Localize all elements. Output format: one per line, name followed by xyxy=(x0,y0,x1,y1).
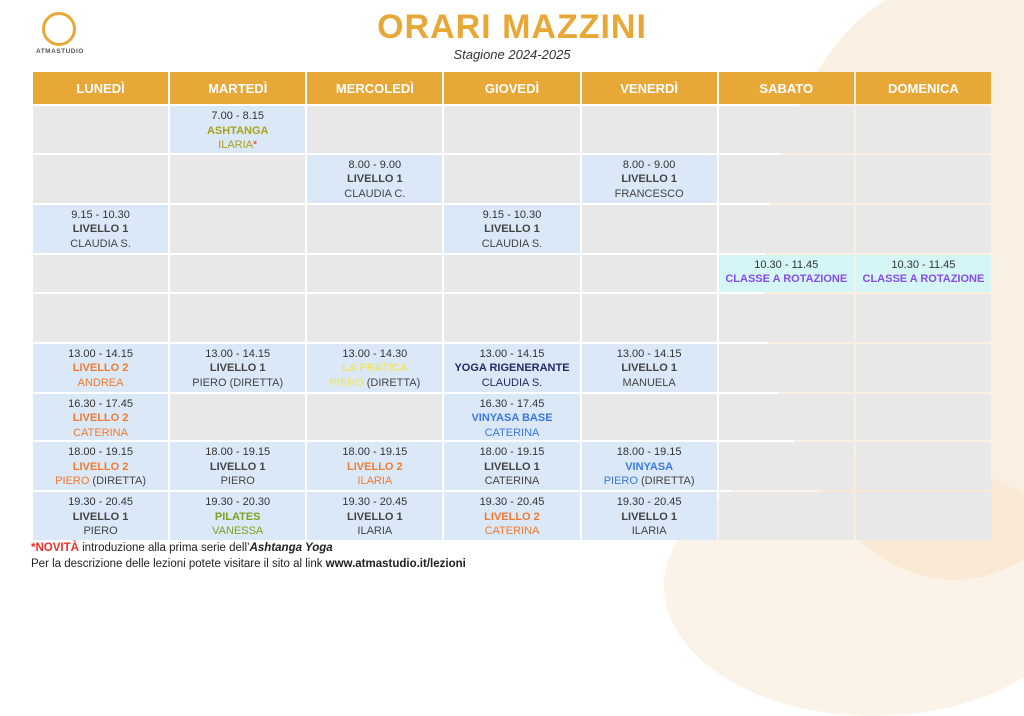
class-time: 19.30 - 20.45 xyxy=(479,496,545,508)
day-header: SABATO xyxy=(719,72,854,104)
day-header: MERCOLEDÌ xyxy=(307,72,442,104)
class-teacher: FRANCESCO xyxy=(614,187,684,200)
class-time: 19.30 - 20.45 xyxy=(616,496,682,508)
class-name: LIVELLO 1 xyxy=(209,460,266,473)
class-slot xyxy=(170,344,305,392)
class-slot xyxy=(444,492,579,540)
class-slot xyxy=(444,394,579,441)
empty-slot xyxy=(856,344,991,392)
empty-slot xyxy=(856,492,991,540)
empty-slot xyxy=(856,394,991,441)
class-slot xyxy=(582,344,717,392)
empty-slot xyxy=(170,155,305,203)
class-teacher-line xyxy=(309,376,440,391)
schedule-row xyxy=(33,155,991,203)
empty-slot xyxy=(170,294,305,342)
class-teacher-line xyxy=(35,376,166,391)
class-time: 19.30 - 20.30 xyxy=(205,496,271,508)
class-name: LIVELLO 1 xyxy=(72,223,129,235)
class-teacher: PIERO (DIRETTA) xyxy=(192,376,284,389)
empty-slot xyxy=(719,155,854,203)
schedule-body xyxy=(33,106,991,540)
class-slot xyxy=(719,255,854,292)
class-time: 8.00 - 9.00 xyxy=(622,158,676,171)
class-teacher: PIERO xyxy=(220,475,255,487)
class-slot xyxy=(170,442,305,490)
class-teacher-suffix: (DIRETTA) xyxy=(637,475,695,487)
novita-text: introduzione alla prima serie dell’ xyxy=(78,542,250,554)
class-time: 13.00 - 14.15 xyxy=(616,347,682,360)
empty-slot xyxy=(856,155,991,203)
class-name: LIVELLO 2 xyxy=(347,460,403,473)
class-slot xyxy=(33,344,168,392)
class-teacher-line xyxy=(172,474,303,489)
empty-slot xyxy=(444,255,579,292)
empty-slot xyxy=(582,255,717,292)
novita-mark: * xyxy=(253,139,258,151)
empty-slot xyxy=(33,106,168,153)
empty-slot xyxy=(719,205,854,253)
class-slot xyxy=(33,442,168,490)
class-name: LIVELLO 1 xyxy=(209,362,266,374)
class-teacher-line xyxy=(584,474,715,489)
day-header: GIOVEDÌ xyxy=(444,72,579,104)
empty-slot xyxy=(33,155,168,203)
empty-slot xyxy=(582,294,717,342)
empty-slot xyxy=(719,442,854,490)
day-header: MARTEDÌ xyxy=(170,72,305,104)
class-name: YOGA RIGENERANTE xyxy=(454,362,570,374)
empty-slot xyxy=(856,294,991,342)
class-teacher-line xyxy=(35,524,166,539)
empty-slot xyxy=(582,205,717,253)
logo-text: ATMASTUDIO xyxy=(36,48,84,55)
empty-slot xyxy=(307,205,442,253)
day-header: DOMENICA xyxy=(856,72,991,104)
schedule-row xyxy=(33,294,991,342)
class-name: CLASSE A ROTAZIONE xyxy=(862,273,985,285)
class-time: 16.30 - 17.45 xyxy=(68,397,133,410)
class-slot xyxy=(307,344,442,392)
class-time: 10.30 - 11.45 xyxy=(891,258,956,271)
class-slot xyxy=(444,344,579,392)
class-name: LIVELLO 1 xyxy=(347,510,403,523)
class-time: 9.15 - 10.30 xyxy=(71,208,130,221)
class-teacher: ILARIA xyxy=(357,525,393,537)
class-name: LIVELLO 1 xyxy=(621,362,677,374)
empty-slot xyxy=(856,106,991,153)
class-slot xyxy=(582,492,717,540)
class-slot xyxy=(33,205,168,253)
class-slot xyxy=(444,442,579,490)
class-name: VINYASA xyxy=(625,460,674,473)
empty-slot xyxy=(719,344,854,392)
class-name: LIVELLO 2 xyxy=(72,362,129,374)
class-time: 7.00 - 8.15 xyxy=(211,110,264,122)
class-teacher: ANDREA xyxy=(77,376,124,389)
class-teacher-suffix: (DIRETTA) xyxy=(89,475,146,487)
empty-slot xyxy=(444,106,579,153)
day-header: VENERDÌ xyxy=(582,72,717,104)
schedule-row xyxy=(33,344,991,392)
class-name: LA PRATICA xyxy=(342,362,408,374)
novita-label: *NOVITÀ xyxy=(31,542,79,554)
empty-slot xyxy=(170,255,305,292)
class-time: 18.00 - 19.15 xyxy=(68,446,133,458)
class-teacher: CATERINA xyxy=(73,426,128,439)
schedule-row xyxy=(33,255,991,292)
class-teacher: CLAUDIA C. xyxy=(344,187,406,200)
class-teacher: ILARIA xyxy=(631,525,667,537)
website-link[interactable]: www.atmastudio.it/lezioni xyxy=(325,558,466,570)
class-teacher-line xyxy=(584,524,715,539)
class-time: 16.30 - 17.45 xyxy=(479,397,545,410)
class-slot xyxy=(444,205,579,253)
empty-slot xyxy=(307,255,442,292)
class-teacher: ILARIA xyxy=(357,475,393,487)
class-teacher: CLAUDIA S. xyxy=(70,237,131,250)
class-name: LIVELLO 2 xyxy=(72,412,129,424)
schedule-row xyxy=(33,442,991,490)
ashtanga-label: Ashtanga Yoga xyxy=(249,542,333,554)
class-name: LIVELLO 1 xyxy=(484,223,540,235)
empty-slot xyxy=(582,394,717,441)
page-title: ORARI MAZZINI xyxy=(377,8,647,46)
class-time: 10.30 - 11.45 xyxy=(754,258,819,271)
class-name: LIVELLO 1 xyxy=(72,510,129,523)
empty-slot xyxy=(170,205,305,253)
class-teacher: CATERINA xyxy=(484,475,540,487)
class-slot xyxy=(307,442,442,490)
empty-slot xyxy=(719,106,854,153)
empty-slot xyxy=(307,106,442,153)
class-teacher-suffix: (DIRETTA) xyxy=(363,376,421,389)
class-slot xyxy=(307,155,442,203)
class-name: VINYASA BASE xyxy=(471,412,553,424)
footer xyxy=(31,540,466,572)
class-name: LIVELLO 2 xyxy=(72,460,129,473)
class-teacher: CATERINA xyxy=(484,426,540,439)
class-slot xyxy=(33,394,168,441)
class-teacher-line xyxy=(309,474,440,489)
class-teacher-line xyxy=(309,187,440,202)
class-time: 13.00 - 14.30 xyxy=(342,347,408,360)
class-name: LIVELLO 2 xyxy=(484,510,540,523)
class-teacher: MANUELA xyxy=(622,376,676,389)
schedule-row xyxy=(33,205,991,253)
empty-slot xyxy=(307,394,442,441)
class-time: 18.00 - 19.15 xyxy=(616,446,682,458)
class-time: 9.15 - 10.30 xyxy=(482,208,542,221)
schedule-table xyxy=(31,70,993,542)
class-teacher-line xyxy=(446,474,577,489)
class-teacher: CLAUDIA S. xyxy=(481,376,543,389)
empty-slot xyxy=(719,394,854,441)
class-teacher-line xyxy=(35,426,166,441)
class-teacher-line xyxy=(35,237,166,252)
empty-slot xyxy=(307,294,442,342)
class-teacher: PIERO xyxy=(603,475,638,487)
empty-slot xyxy=(856,442,991,490)
schedule-row xyxy=(33,394,991,441)
class-name: LIVELLO 1 xyxy=(621,173,677,185)
class-name: CLASSE A ROTAZIONE xyxy=(725,273,848,285)
empty-slot xyxy=(856,205,991,253)
class-name: ASHTANGA xyxy=(206,124,269,137)
empty-slot xyxy=(170,394,305,441)
class-teacher: CLAUDIA S. xyxy=(481,237,543,250)
class-teacher: PIERO xyxy=(329,376,364,389)
class-teacher: VANESSA xyxy=(212,525,264,537)
class-slot xyxy=(170,106,305,153)
class-teacher: PIERO xyxy=(55,475,90,487)
class-teacher-line xyxy=(172,376,303,391)
class-slot xyxy=(582,155,717,203)
class-time: 18.00 - 19.15 xyxy=(342,446,408,458)
class-time: 18.00 - 19.15 xyxy=(205,446,271,458)
class-teacher-line xyxy=(309,524,440,539)
schedule-row xyxy=(33,492,991,540)
class-slot xyxy=(33,492,168,540)
class-teacher-line xyxy=(172,524,303,539)
class-time: 13.00 - 14.15 xyxy=(205,347,271,360)
class-time: 19.30 - 20.45 xyxy=(342,496,408,508)
class-name: LIVELLO 1 xyxy=(621,510,677,523)
class-teacher-line xyxy=(446,237,577,252)
class-teacher: ILARIA xyxy=(218,139,253,151)
empty-slot xyxy=(444,294,579,342)
class-name: PILATES xyxy=(214,510,261,523)
class-time: 8.00 - 9.00 xyxy=(348,158,402,171)
class-name: LIVELLO 1 xyxy=(347,173,403,185)
class-teacher-line xyxy=(172,138,303,153)
footer-link-text: Per la descrizione delle lezioni potete visitare il sito al link xyxy=(31,558,326,570)
day-header-row xyxy=(33,72,991,104)
class-time: 13.00 - 14.15 xyxy=(479,347,545,360)
class-teacher-line xyxy=(446,426,577,441)
class-teacher-line xyxy=(446,376,577,391)
class-slot xyxy=(582,442,717,490)
empty-slot xyxy=(444,155,579,203)
schedule-row xyxy=(33,106,991,153)
class-name: LIVELLO 1 xyxy=(484,460,540,473)
class-teacher: PIERO xyxy=(83,525,118,537)
class-slot xyxy=(307,492,442,540)
footer-link-line xyxy=(31,556,466,572)
class-time: 18.00 - 19.15 xyxy=(479,446,545,458)
class-teacher-line xyxy=(446,524,577,539)
empty-slot xyxy=(33,255,168,292)
class-teacher-line xyxy=(584,376,715,391)
day-header: LUNEDÌ xyxy=(33,72,168,104)
empty-slot xyxy=(33,294,168,342)
footer-note xyxy=(31,540,466,556)
class-teacher-line xyxy=(35,474,166,489)
empty-slot xyxy=(719,294,854,342)
class-time: 13.00 - 14.15 xyxy=(68,347,133,360)
empty-slot xyxy=(719,492,854,540)
class-slot xyxy=(856,255,991,292)
class-teacher: CATERINA xyxy=(484,525,540,537)
empty-slot xyxy=(582,106,717,153)
class-teacher-line xyxy=(584,187,715,202)
class-time: 19.30 - 20.45 xyxy=(68,496,133,508)
page-subtitle: Stagione 2024-2025 xyxy=(453,47,571,62)
class-slot xyxy=(170,492,305,540)
